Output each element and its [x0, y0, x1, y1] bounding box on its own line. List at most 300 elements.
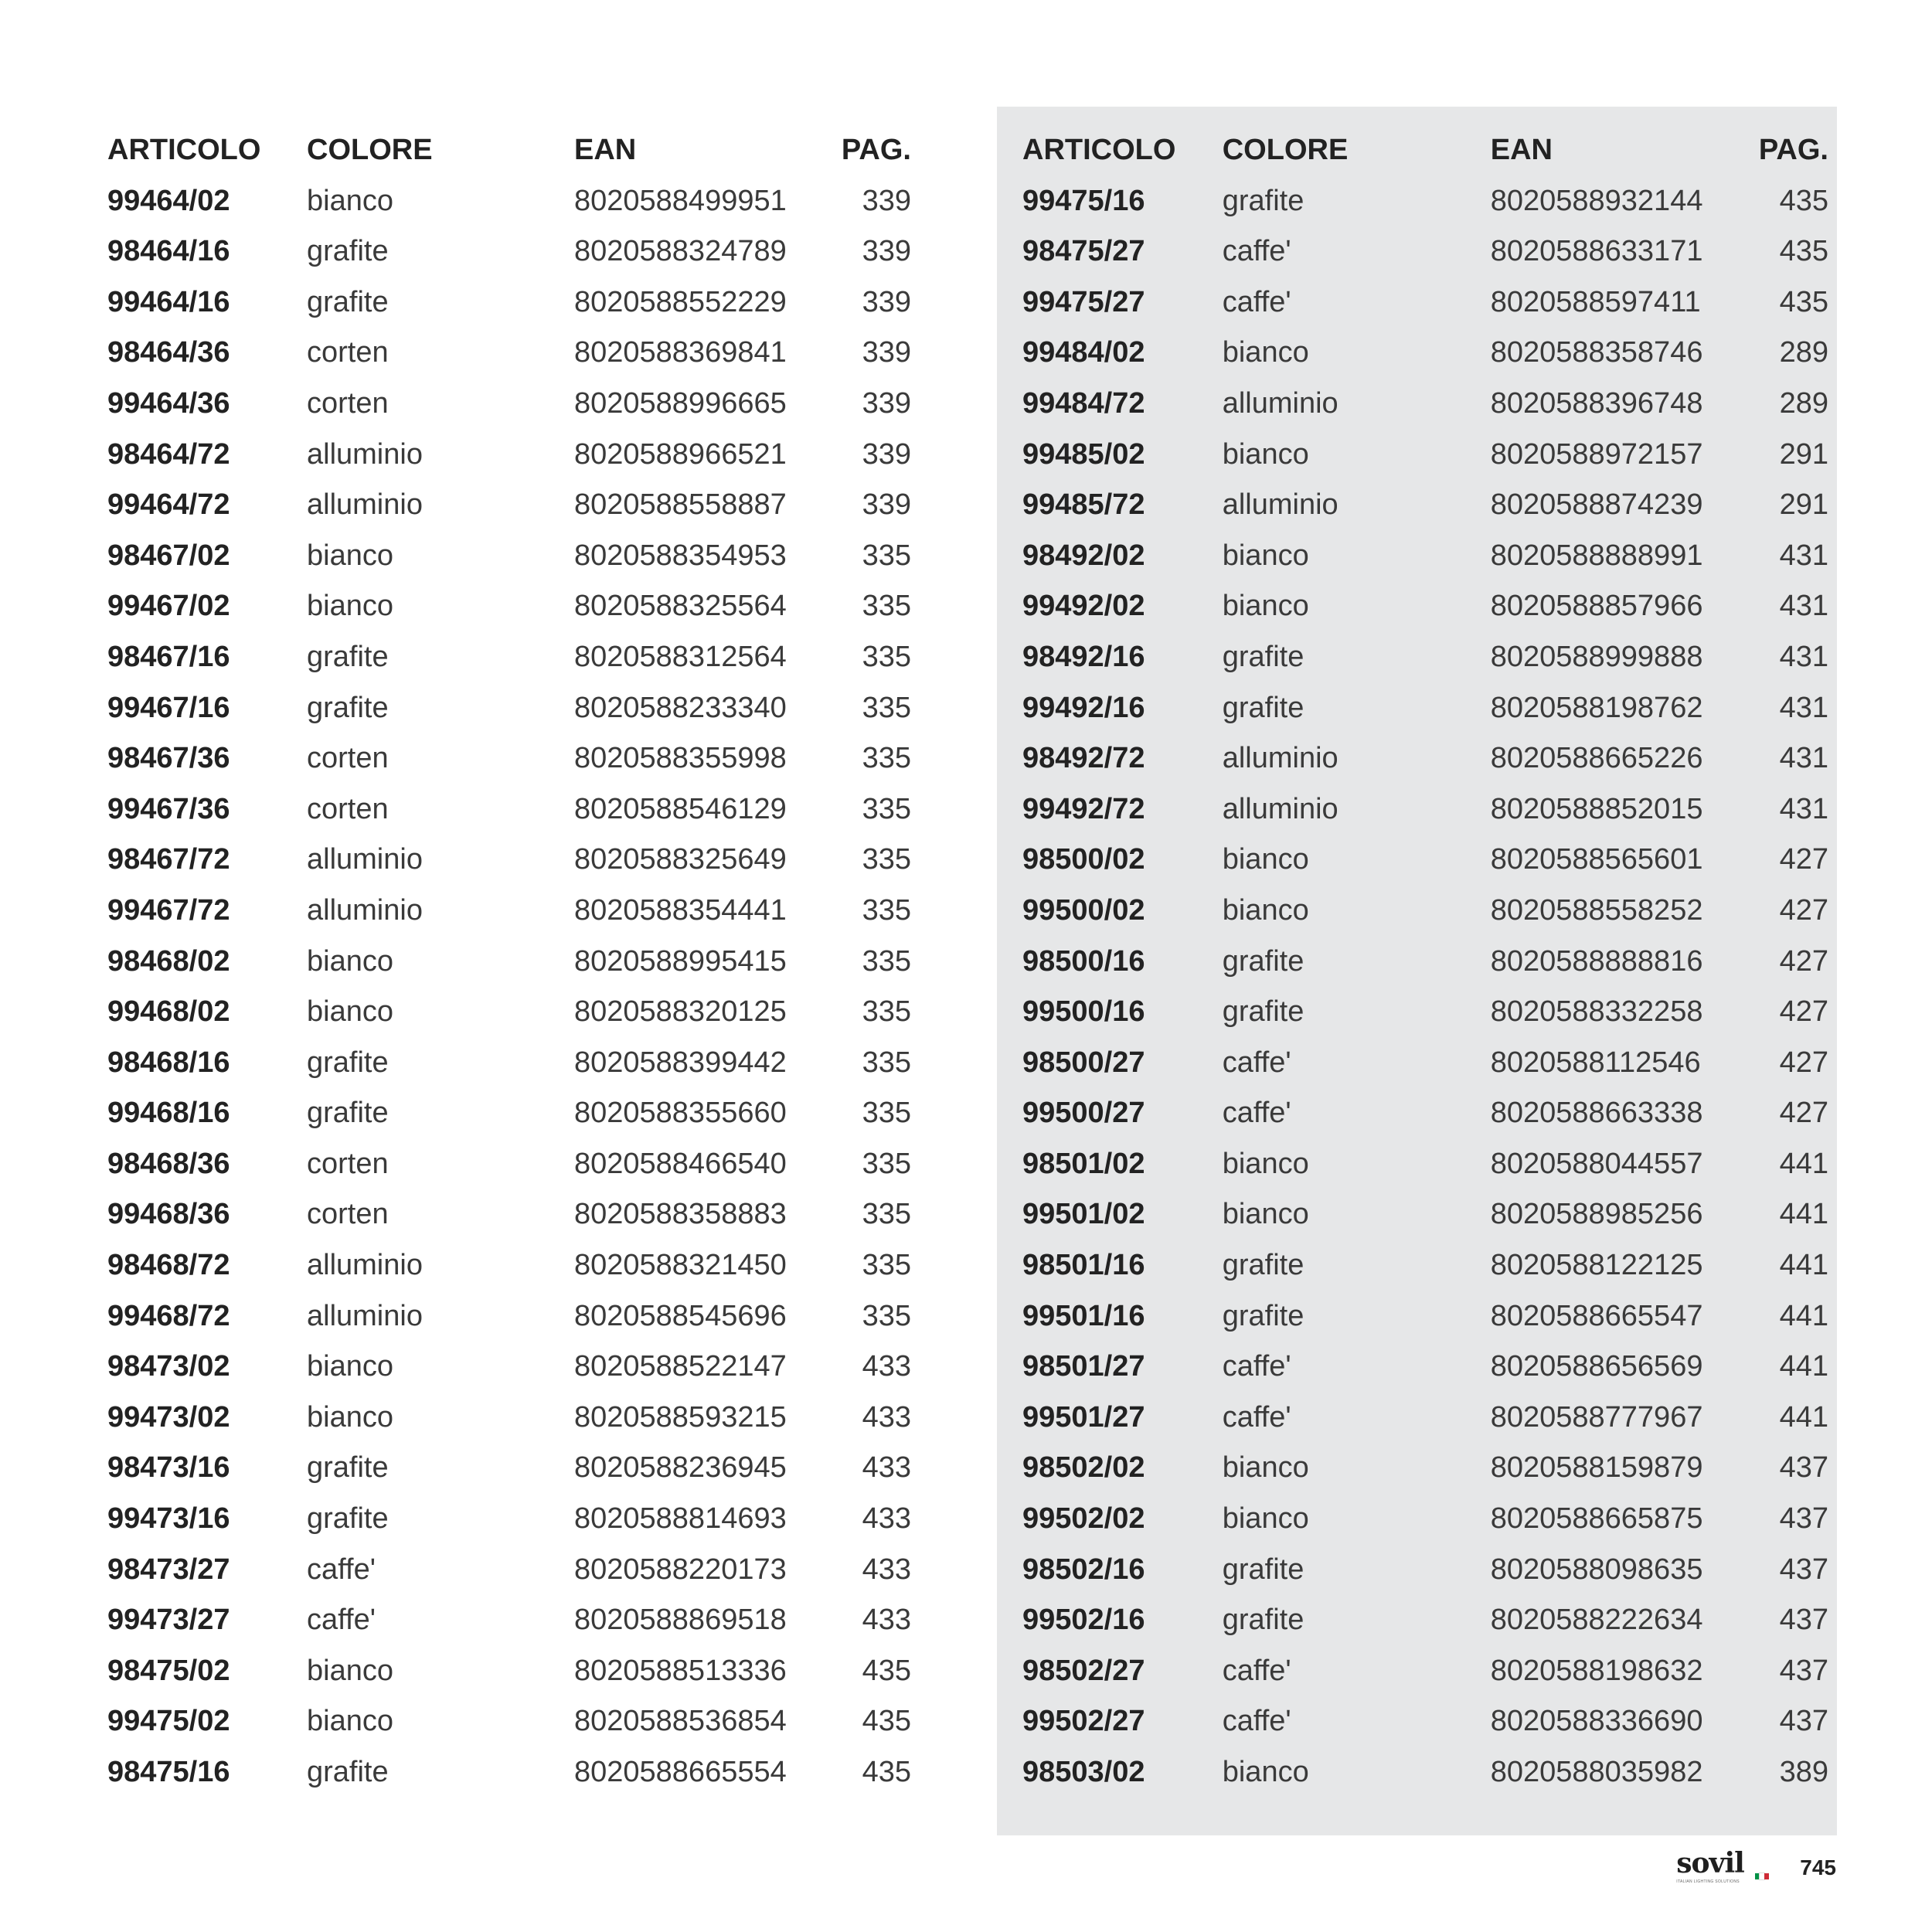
ean-cell: 8020588233340	[574, 691, 787, 724]
table-row	[107, 1494, 911, 1545]
table-row	[107, 1291, 911, 1342]
articolo-cell: 98464/72	[107, 437, 230, 471]
articolo-cell: 99473/27	[107, 1604, 230, 1637]
articolo-cell: 98467/16	[107, 640, 230, 673]
pag-cell: 335	[862, 893, 911, 927]
ean-cell: 8020588558887	[574, 488, 787, 522]
articolo-cell: 98467/36	[107, 742, 230, 775]
ean-cell: 8020588122125	[1490, 1249, 1703, 1282]
articolo-cell: 98500/16	[1022, 944, 1145, 978]
header-colore: COLORE	[307, 134, 433, 166]
ean-cell: 8020588852015	[1490, 792, 1703, 825]
page-number: 745	[1800, 1855, 1836, 1879]
table-row	[1022, 987, 1828, 1038]
pag-cell: 291	[1779, 488, 1828, 522]
pag-cell: 441	[1779, 1350, 1828, 1383]
pag-cell: 427	[1779, 944, 1828, 978]
table-row	[107, 1646, 911, 1697]
colore-cell: grafite	[1222, 1553, 1304, 1586]
colore-cell: grafite	[307, 285, 389, 318]
table-row	[1022, 937, 1828, 988]
articolo-cell: 99468/36	[107, 1198, 230, 1231]
table-row	[107, 1240, 911, 1291]
table-row	[1022, 632, 1828, 683]
articolo-cell: 99502/02	[1022, 1502, 1145, 1536]
pag-cell: 441	[1779, 1299, 1828, 1332]
table-row	[1022, 226, 1828, 277]
ean-cell: 8020588358746	[1490, 336, 1703, 369]
ean-cell: 8020588236945	[574, 1451, 787, 1485]
table-row	[1022, 683, 1828, 734]
colore-cell: grafite	[1222, 691, 1304, 724]
pag-cell: 335	[862, 792, 911, 825]
ean-cell: 8020588656569	[1490, 1350, 1703, 1383]
table-row	[1022, 886, 1828, 937]
ean-cell: 8020588358883	[574, 1198, 787, 1231]
colore-cell: corten	[307, 1198, 389, 1231]
colore-cell: grafite	[1222, 995, 1304, 1029]
ean-cell: 8020588222634	[1490, 1604, 1703, 1637]
articolo-cell: 99484/72	[1022, 386, 1145, 420]
colore-cell: bianco	[1222, 539, 1309, 572]
ean-cell: 8020588369841	[574, 336, 787, 369]
ean-cell: 8020588324789	[574, 235, 787, 268]
pag-cell: 431	[1779, 691, 1828, 724]
colore-cell: grafite	[307, 1451, 389, 1485]
articolo-cell: 98468/02	[107, 944, 230, 978]
articolo-cell: 98468/72	[107, 1249, 230, 1282]
table-header-row	[107, 125, 911, 176]
articolo-cell: 98475/27	[1022, 235, 1145, 268]
colore-cell: grafite	[307, 235, 389, 268]
table-row	[1022, 1393, 1828, 1444]
articolo-cell: 99468/02	[107, 995, 230, 1029]
header-ean: EAN	[1490, 134, 1553, 166]
articolo-cell: 99464/36	[107, 386, 230, 420]
articolo-cell: 99467/72	[107, 893, 230, 927]
table-row	[107, 1139, 911, 1190]
pag-cell: 433	[862, 1350, 911, 1383]
colore-cell: bianco	[1222, 437, 1309, 471]
pag-cell: 435	[862, 1654, 911, 1687]
table-row	[1022, 430, 1828, 481]
table-row	[107, 835, 911, 886]
colore-cell: grafite	[1222, 1249, 1304, 1282]
table-row	[107, 937, 911, 988]
colore-cell: bianco	[1222, 1502, 1309, 1536]
articolo-cell: 99501/02	[1022, 1198, 1145, 1231]
articolo-cell: 99492/16	[1022, 691, 1145, 724]
table-row	[1022, 1189, 1828, 1240]
articolo-cell: 98492/02	[1022, 539, 1145, 572]
header-colore: COLORE	[1222, 134, 1349, 166]
articolo-cell: 98492/16	[1022, 640, 1145, 673]
pag-cell: 437	[1779, 1553, 1828, 1586]
ean-cell: 8020588999888	[1490, 640, 1703, 673]
logo-text: sovil	[1676, 1847, 1744, 1879]
articolo-cell: 98473/02	[107, 1350, 230, 1383]
pag-cell: 339	[862, 235, 911, 268]
colore-cell: bianco	[1222, 1147, 1309, 1180]
colore-cell: bianco	[307, 539, 393, 572]
sovil-logo	[1676, 1847, 1769, 1886]
header-articolo: ARTICOLO	[107, 134, 261, 166]
articolo-cell: 99475/27	[1022, 285, 1145, 318]
pag-cell: 435	[1779, 184, 1828, 217]
ean-cell: 8020588325649	[574, 843, 787, 876]
pag-cell: 335	[862, 995, 911, 1029]
pag-cell: 335	[862, 539, 911, 572]
colore-cell: bianco	[1222, 336, 1309, 369]
colore-cell: alluminio	[307, 893, 423, 927]
table-row	[1022, 480, 1828, 531]
ean-cell: 8020588985256	[1490, 1198, 1703, 1231]
colore-cell: caffe'	[1222, 1654, 1291, 1687]
ean-cell: 8020588355660	[574, 1097, 787, 1130]
articolo-cell: 98501/27	[1022, 1350, 1145, 1383]
ean-cell: 8020588996665	[574, 386, 787, 420]
colore-cell: bianco	[1222, 1756, 1309, 1788]
pag-cell: 441	[1779, 1147, 1828, 1180]
ean-cell: 8020588597411	[1490, 285, 1701, 318]
pag-cell: 335	[862, 640, 911, 673]
header-pag: PAG.	[1758, 134, 1828, 166]
pag-cell: 335	[862, 1097, 911, 1130]
colore-cell: grafite	[1222, 184, 1304, 217]
pag-cell: 433	[862, 1553, 911, 1586]
table-row	[1022, 1139, 1828, 1190]
pag-cell: 335	[862, 1299, 911, 1332]
ean-cell: 8020588159879	[1490, 1451, 1703, 1485]
pag-cell: 431	[1779, 590, 1828, 623]
table-row	[107, 480, 911, 531]
table-row	[107, 1342, 911, 1393]
articolo-cell: 99500/27	[1022, 1097, 1145, 1130]
ean-cell: 8020588545696	[574, 1299, 787, 1332]
right-table-body	[1022, 176, 1828, 1798]
ean-cell: 8020588546129	[574, 792, 787, 825]
articolo-cell: 99485/72	[1022, 488, 1145, 522]
ean-cell: 8020588665547	[1490, 1299, 1703, 1332]
flag-red-stripe	[1764, 1873, 1769, 1879]
table-row	[107, 1443, 911, 1494]
table-row	[107, 581, 911, 632]
page-footer	[1676, 1847, 1836, 1886]
pag-cell: 427	[1779, 843, 1828, 876]
table-row	[1022, 784, 1828, 835]
ean-cell: 8020588777967	[1490, 1400, 1703, 1434]
colore-cell: caffe'	[1222, 1705, 1291, 1738]
articolo-cell: 98503/02	[1022, 1756, 1145, 1788]
colore-cell: caffe'	[1222, 1400, 1291, 1434]
table-row	[1022, 1088, 1828, 1139]
table-row	[107, 1696, 911, 1747]
colore-cell: grafite	[307, 1502, 389, 1536]
colore-cell: grafite	[1222, 1604, 1304, 1637]
colore-cell: alluminio	[1222, 792, 1338, 825]
pag-cell: 289	[1779, 336, 1828, 369]
left-table-body	[107, 176, 911, 1798]
table-row	[107, 886, 911, 937]
articolo-cell: 99501/16	[1022, 1299, 1145, 1332]
table-row	[107, 1595, 911, 1646]
table-row	[107, 1747, 911, 1798]
table-row	[107, 1393, 911, 1444]
ean-cell: 8020588098635	[1490, 1553, 1703, 1586]
pag-cell: 437	[1779, 1705, 1828, 1738]
articolo-cell: 99492/72	[1022, 792, 1145, 825]
table-row	[107, 733, 911, 784]
ean-cell: 8020588355998	[574, 742, 787, 775]
colore-cell: bianco	[1222, 1451, 1309, 1485]
pag-cell: 335	[862, 1249, 911, 1282]
ean-cell: 8020588995415	[574, 944, 787, 978]
colore-cell: caffe'	[307, 1553, 376, 1586]
ean-cell: 8020588198762	[1490, 691, 1703, 724]
articolo-cell: 98501/16	[1022, 1249, 1145, 1282]
header-pag: PAG.	[841, 134, 911, 166]
articolo-cell: 98473/27	[107, 1553, 230, 1586]
articolo-cell: 98500/27	[1022, 1046, 1145, 1079]
pag-cell: 441	[1779, 1400, 1828, 1434]
colore-cell: grafite	[307, 1756, 389, 1788]
colore-cell: alluminio	[307, 843, 423, 876]
header-articolo: ARTICOLO	[1022, 134, 1176, 166]
table-row	[1022, 1696, 1828, 1747]
colore-cell: corten	[307, 336, 389, 369]
colore-cell: bianco	[307, 184, 393, 217]
colore-cell: bianco	[1222, 590, 1309, 623]
articolo-cell: 99464/72	[107, 488, 230, 522]
pag-cell: 339	[862, 184, 911, 217]
articolo-cell: 98502/02	[1022, 1451, 1145, 1485]
pag-cell: 335	[862, 742, 911, 775]
pag-cell: 437	[1779, 1451, 1828, 1485]
table-row	[1022, 1443, 1828, 1494]
ean-cell: 8020588633171	[1490, 235, 1703, 268]
ean-cell: 8020588665875	[1490, 1502, 1703, 1536]
colore-cell: alluminio	[307, 437, 423, 471]
colore-cell: grafite	[307, 691, 389, 724]
ean-cell: 8020588354441	[574, 893, 787, 927]
colore-cell: caffe'	[1222, 1097, 1291, 1130]
pag-cell: 435	[862, 1756, 911, 1788]
ean-cell: 8020588888991	[1490, 539, 1703, 572]
ean-cell: 8020588522147	[574, 1350, 787, 1383]
table-row	[107, 987, 911, 1038]
articolo-cell: 98502/27	[1022, 1654, 1145, 1687]
colore-cell: bianco	[307, 590, 393, 623]
ean-cell: 8020588874239	[1490, 488, 1703, 522]
pag-cell: 339	[862, 488, 911, 522]
pag-cell: 335	[862, 843, 911, 876]
pag-cell: 431	[1779, 792, 1828, 825]
articolo-cell: 99500/16	[1022, 995, 1145, 1029]
ean-cell: 8020588466540	[574, 1147, 787, 1180]
articolo-cell: 98467/02	[107, 539, 230, 572]
colore-cell: caffe'	[1222, 1350, 1291, 1383]
pag-cell: 389	[1779, 1756, 1828, 1788]
articolo-cell: 99473/02	[107, 1400, 230, 1434]
pag-cell: 335	[862, 691, 911, 724]
table-row	[1022, 835, 1828, 886]
ean-cell: 8020588888816	[1490, 944, 1703, 978]
colore-cell: bianco	[307, 1654, 393, 1687]
table-row	[1022, 277, 1828, 328]
pag-cell: 339	[862, 386, 911, 420]
ean-cell: 8020588321450	[574, 1249, 787, 1282]
ean-cell: 8020588354953	[574, 539, 787, 572]
colore-cell: caffe'	[1222, 235, 1291, 268]
header-ean: EAN	[574, 134, 637, 166]
articolo-cell: 98475/02	[107, 1654, 230, 1687]
articolo-cell: 99501/27	[1022, 1400, 1145, 1434]
colore-cell: grafite	[307, 640, 389, 673]
articolo-cell: 98475/16	[107, 1756, 230, 1788]
logo-tagline: ITALIAN LIGHTING SOLUTIONS	[1676, 1879, 1740, 1884]
table-row	[107, 328, 911, 379]
ean-cell: 8020588814693	[574, 1502, 787, 1536]
ean-cell: 8020588320125	[574, 995, 787, 1029]
ean-cell: 8020588536854	[574, 1705, 787, 1738]
table-row	[1022, 531, 1828, 582]
ean-cell: 8020588593215	[574, 1400, 787, 1434]
articolo-cell: 99485/02	[1022, 437, 1145, 471]
table-row	[107, 1038, 911, 1089]
ean-cell: 8020588198632	[1490, 1654, 1703, 1687]
table-row	[107, 277, 911, 328]
table-row	[107, 683, 911, 734]
articolo-cell: 98464/36	[107, 336, 230, 369]
table-row	[107, 176, 911, 227]
articolo-cell: 99467/36	[107, 792, 230, 825]
pag-cell: 435	[1779, 235, 1828, 268]
colore-cell: bianco	[307, 1705, 393, 1738]
table-row	[1022, 379, 1828, 430]
table-row	[1022, 1494, 1828, 1545]
ean-cell: 8020588112546	[1490, 1046, 1701, 1079]
ean-cell: 8020588220173	[574, 1553, 787, 1586]
ean-cell: 8020588552229	[574, 285, 787, 318]
table-row	[107, 784, 911, 835]
colore-cell: bianco	[307, 1400, 393, 1434]
table-row	[107, 531, 911, 582]
table-row	[107, 1088, 911, 1139]
colore-cell: corten	[307, 1147, 389, 1180]
colore-cell: alluminio	[1222, 742, 1338, 775]
pag-cell: 441	[1779, 1249, 1828, 1282]
table-row	[107, 379, 911, 430]
pag-cell: 335	[862, 1147, 911, 1180]
table-row	[107, 430, 911, 481]
ean-cell: 8020588399442	[574, 1046, 787, 1079]
table-row	[1022, 1240, 1828, 1291]
ean-cell: 8020588932144	[1490, 184, 1703, 217]
articolo-cell: 99464/16	[107, 285, 230, 318]
ean-cell: 8020588966521	[574, 437, 787, 471]
pag-cell: 435	[862, 1705, 911, 1738]
articolo-cell: 99467/16	[107, 691, 230, 724]
table-header-row	[1022, 125, 1828, 176]
articolo-cell: 98500/02	[1022, 843, 1145, 876]
table-row	[1022, 1747, 1828, 1798]
pag-cell: 291	[1779, 437, 1828, 471]
ean-cell: 8020588857966	[1490, 590, 1703, 623]
pag-cell: 427	[1779, 1097, 1828, 1130]
pag-cell: 335	[862, 590, 911, 623]
colore-cell: grafite	[1222, 640, 1304, 673]
ean-cell: 8020588044557	[1490, 1147, 1703, 1180]
colore-cell: bianco	[1222, 843, 1309, 876]
pag-cell: 433	[862, 1604, 911, 1637]
pag-cell: 335	[862, 1046, 911, 1079]
table-row	[1022, 1545, 1828, 1596]
pag-cell: 431	[1779, 539, 1828, 572]
ean-cell: 8020588035982	[1490, 1756, 1703, 1788]
pag-cell: 437	[1779, 1604, 1828, 1637]
articolo-cell: 98473/16	[107, 1451, 230, 1485]
table-row	[1022, 1291, 1828, 1342]
colore-cell: bianco	[307, 1350, 393, 1383]
pag-cell: 427	[1779, 1046, 1828, 1079]
ean-cell: 8020588325564	[574, 590, 787, 623]
table-row	[1022, 733, 1828, 784]
colore-cell: grafite	[307, 1097, 389, 1130]
pag-cell: 335	[862, 1198, 911, 1231]
articolo-cell: 99492/02	[1022, 590, 1145, 623]
pag-cell: 431	[1779, 742, 1828, 775]
table-row	[1022, 176, 1828, 227]
table-row	[107, 1189, 911, 1240]
colore-cell: grafite	[307, 1046, 389, 1079]
ean-cell: 8020588663338	[1490, 1097, 1703, 1130]
ean-cell: 8020588332258	[1490, 995, 1703, 1029]
articolo-cell: 99484/02	[1022, 336, 1145, 369]
articolo-cell: 99464/02	[107, 184, 230, 217]
articolo-cell: 99468/72	[107, 1299, 230, 1332]
colore-cell: alluminio	[307, 488, 423, 522]
colore-cell: grafite	[1222, 1299, 1304, 1332]
ean-cell: 8020588869518	[574, 1604, 787, 1637]
pag-cell: 427	[1779, 893, 1828, 927]
pag-cell: 435	[1779, 285, 1828, 318]
ean-cell: 8020588513336	[574, 1654, 787, 1687]
articolo-cell: 99467/02	[107, 590, 230, 623]
italian-flag-icon	[1755, 1873, 1769, 1879]
colore-cell: corten	[307, 792, 389, 825]
table-row	[1022, 581, 1828, 632]
ean-cell: 8020588312564	[574, 640, 787, 673]
articolo-cell: 98467/72	[107, 843, 230, 876]
pag-cell: 433	[862, 1502, 911, 1536]
table-row	[107, 632, 911, 683]
pag-cell: 339	[862, 336, 911, 369]
colore-cell: bianco	[1222, 893, 1309, 927]
pag-cell: 431	[1779, 640, 1828, 673]
pag-cell: 339	[862, 285, 911, 318]
table-row	[1022, 328, 1828, 379]
articolo-cell: 99475/02	[107, 1705, 230, 1738]
articolo-cell: 98501/02	[1022, 1147, 1145, 1180]
price-table-right	[1022, 125, 1828, 1798]
ean-cell: 8020588665226	[1490, 742, 1703, 775]
articolo-cell: 99475/16	[1022, 184, 1145, 217]
colore-cell: alluminio	[1222, 488, 1338, 522]
colore-cell: bianco	[307, 944, 393, 978]
price-table-left	[107, 125, 911, 1798]
ean-cell: 8020588558252	[1490, 893, 1703, 927]
ean-cell: 8020588665554	[574, 1756, 787, 1788]
